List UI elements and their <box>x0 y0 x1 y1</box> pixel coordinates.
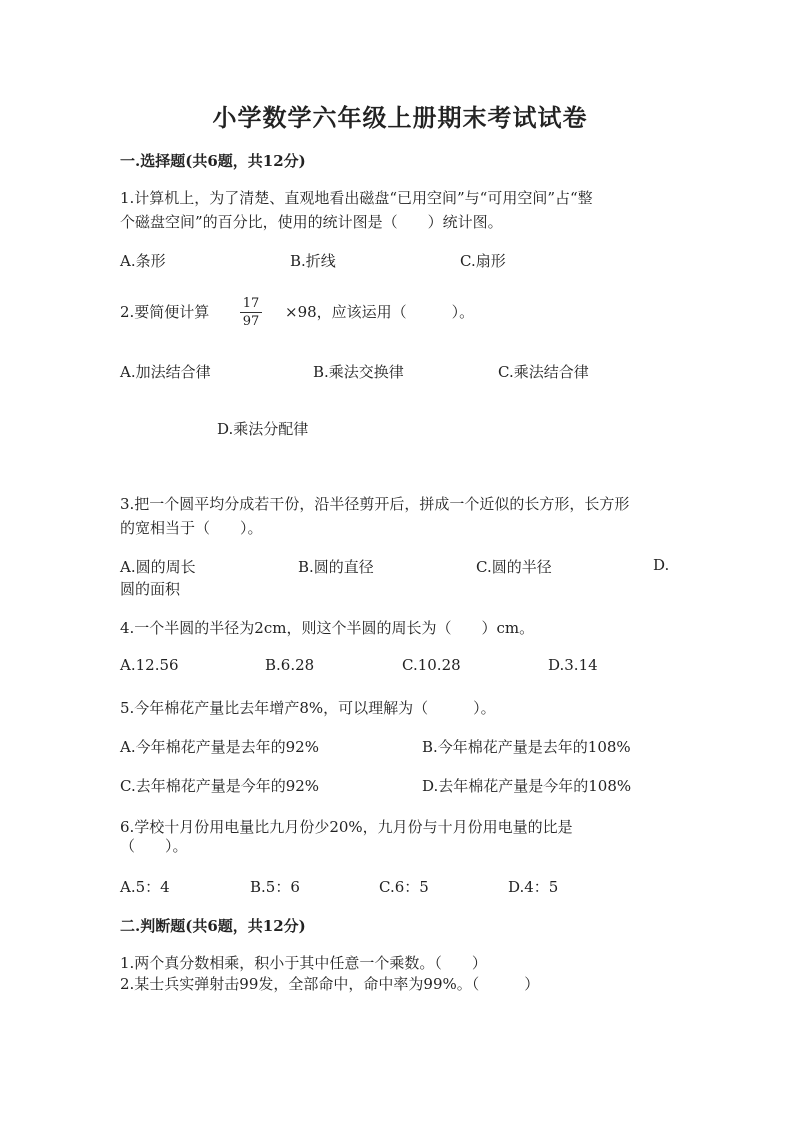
q4-option-c: C.10.28 <box>402 656 461 674</box>
q2-option-a: A.加法结合律 <box>120 363 211 381</box>
q3-option-b: B.圆的直径 <box>298 558 374 576</box>
q5-option-d: D.去年棉花产量是今年的108% <box>422 777 632 795</box>
q5-option-c: C.去年棉花产量是今年的92% <box>120 777 320 795</box>
question-2-prefix: 2.要简便计算 <box>120 303 210 321</box>
q4-option-d: D.3.14 <box>548 656 598 674</box>
fraction-17-97 <box>240 296 262 329</box>
fraction-numerator: 17 <box>240 296 262 313</box>
q3-option-a: A.圆的周长 <box>120 558 196 576</box>
q4-option-a: A.12.56 <box>120 656 179 674</box>
q3-option-c: C.圆的半径 <box>476 558 552 576</box>
question-6-line-2: （ ）。 <box>120 837 188 855</box>
q6-option-a: A.5：4 <box>120 878 170 896</box>
question-3-line-1: 3.把一个圆平均分成若干份，沿半径剪开后，拼成一个近似的长方形，长方形 <box>120 495 630 513</box>
page-title: 小学数学六年级上册期末考试试卷 <box>212 103 588 132</box>
q6-option-c: C.6：5 <box>379 878 429 896</box>
q4-option-b: B.6.28 <box>265 656 315 674</box>
q6-option-d: D.4：5 <box>508 878 559 896</box>
question-1-line-2: 个磁盘空间”的百分比，使用的统计图是（ ）统计图。 <box>120 213 503 231</box>
question-4: 4.一个半圆的半径为2cm，则这个半圆的周长为（ ）cm。 <box>120 619 535 637</box>
question-2-suffix: ×98，应该运用（ ）。 <box>285 303 475 321</box>
section-heading-choice: 一.选择题(共6题，共12分) <box>120 152 306 170</box>
q2-option-c: C.乘法结合律 <box>498 363 589 381</box>
judgement-item-2: 2.某士兵实弹射击99发，全部命中，命中率为99%。（ ） <box>120 975 540 993</box>
q5-option-a: A.今年棉花产量是去年的92% <box>120 738 319 756</box>
fraction-denominator: 97 <box>242 314 260 329</box>
question-1-line-1: 1.计算机上，为了清楚、直观地看出磁盘“已用空间”与“可用空间”占“整 <box>120 189 593 207</box>
q5-option-b: B.今年棉花产量是去年的108% <box>422 738 631 756</box>
q2-option-d: D.乘法分配律 <box>217 420 309 438</box>
q3-option-d-continued: 圆的面积 <box>120 580 181 598</box>
q1-option-a: A.条形 <box>120 252 166 270</box>
q6-option-b: B.5：6 <box>250 878 300 896</box>
q2-option-b: B.乘法交换律 <box>313 363 404 381</box>
section-heading-true-false: 二.判断题(共6题，共12分) <box>120 917 306 935</box>
q3-option-d: D. <box>653 556 670 574</box>
question-5: 5.今年棉花产量比去年增产8%，可以理解为（ ）。 <box>120 699 496 717</box>
q1-option-b: B.折线 <box>290 252 336 270</box>
q1-option-c: C.扇形 <box>460 252 506 270</box>
question-6-line-1: 6.学校十月份用电量比九月份少20%，九月份与十月份用电量的比是 <box>120 818 573 836</box>
question-3-line-2: 的宽相当于（ ）。 <box>120 519 263 537</box>
judgement-item-1: 1.两个真分数相乘，积小于其中任意一个乘数。（ ） <box>120 954 487 972</box>
